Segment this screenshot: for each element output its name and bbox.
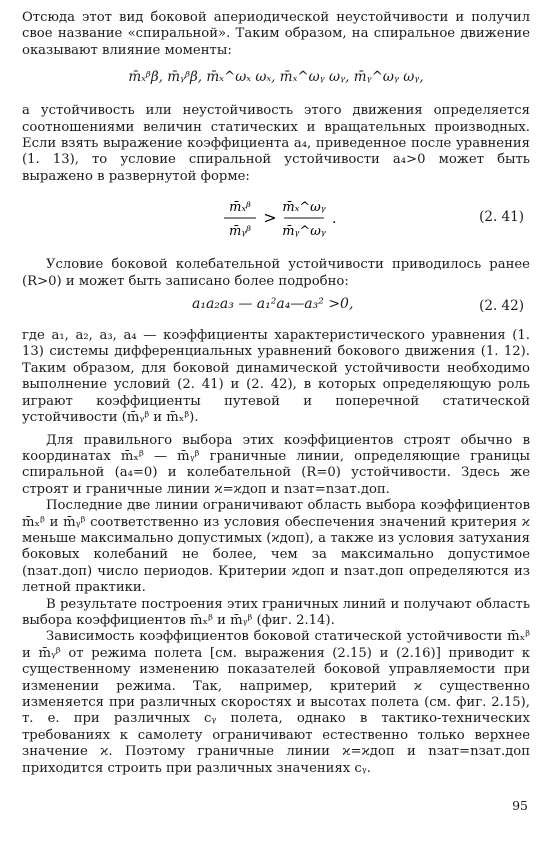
paragraph-spiral-stability: а устойчивость или неустойчивость этого движения определяется соотношениями величин статических и вращательных производных. Если взять выражение коэффициента a₄, приведенное после уравнения (1. 13), то условие спиральной устойчивости a₄>0 может быть выражено в развернутой форме: <box>22 103 530 184</box>
paragraph-oscillation-condition: Условие боковой колебательной устойчивости приводилось ранее (R>0) и может быть записано более подробно: <box>22 257 530 289</box>
equation-number: (2. 42) <box>479 298 524 315</box>
document-page <box>22 10 530 777</box>
frac-left-denominator: m̄ᵧᵝ <box>229 224 251 240</box>
frac-right-numerator: m̄ₓ^ωᵧ <box>282 200 326 216</box>
equation-2-42 <box>22 294 530 322</box>
moments-formula-text: m̄ₓᵝβ, m̄ᵧᵝβ, m̄ₓ^ωₓ ωₓ, m̄ₓ^ωᵧ ωᵧ, m̄ᵧ^ωᵧ ωᵧ, <box>128 69 424 86</box>
frac-right-denominator: m̄ᵧ^ωᵧ <box>282 224 326 240</box>
paragraph-coefficients: где a₁, a₂, a₃, a₄ — коэффициенты характеристического уравнения (1. 13) системы дифференциальных уравнений бокового движения (1. 12). Таким образом, для боковой динамической устойчивости необходимо выполнение условий (2. 41) и (2. 42), в которых определяющую роль играют коэффициенты путевой и поперечной статической устойчивости (m̄ᵧᵝ и m̄ₓᵝ). <box>22 328 530 426</box>
paragraph-regime-dependence: Зависимость коэффициентов боковой статической устойчивости m̄ₓᵝ и m̄ᵧᵝ от режима полета [см. выражения (2.15) и (2.16)] приводит к существенному изменению показателей боковой управляемости при изменении режима. Так, например, критерий ϰ существенно изменяется при различных скоростях и высотах полета (см. фиг. 2.15), т. е. при различных cᵧ полета, однако в тактико-технических требованиях к самолету ограничивают естественно только верхнее значение ϰ. Поэтому граничные линии ϰ=ϰдоп и nзат=nзат.доп приходится строить при различных значениях cᵧ. <box>22 629 530 776</box>
moments-formula <box>22 65 530 89</box>
frac-left-numerator: m̄ₓᵝ <box>229 200 251 216</box>
page-number: 95 <box>512 798 528 813</box>
paragraph-boundary-lines: Для правильного выбора этих коэффициентов строят обычно в координатах m̄ₓᵝ — m̄ᵧᵝ граничные линии, определяющие границы спиральной (a₄=0) и колебательной (R=0) устойчивости. Здесь же строят и граничные линии ϰ=ϰдоп и nзат=nзат.доп. <box>22 432 530 497</box>
equation-2-41 <box>22 191 530 247</box>
fraction-inequality <box>212 191 342 247</box>
svg-text:.: . <box>332 211 337 228</box>
paragraph-selection-area: В результате построения этих граничных линий и получают область выбора коэффициентов m̄ₓᵝ и m̄ᵧᵝ (фиг. 2.14). <box>22 596 530 628</box>
paragraph-last-two-lines: Последние две линии ограничивают область выбора коэффициентов m̄ₓᵝ и m̄ᵧᵝ соответственно из условия обеспечения значений критерия ϰ меньше максимально допустимых (ϰдоп), а также из условия затухания боковых колебаний не более, чем за максимально допустимое (nзат.доп) число периодов. Критерии ϰдоп и nзат.доп определяются из летной практики. <box>22 498 530 596</box>
paragraph-spiral-intro: Отсюда этот вид боковой апериодической неустойчивости и получил свое название «спиральной». Таким образом, на спиральное движение оказывают влияние моменты: <box>22 10 530 58</box>
inequality-sign: > <box>263 208 277 228</box>
polynomial-inequality: a₁a₂a₃ — a₁²a₄—a₃² >0, <box>192 296 354 313</box>
equation-number: (2. 41) <box>479 209 524 226</box>
